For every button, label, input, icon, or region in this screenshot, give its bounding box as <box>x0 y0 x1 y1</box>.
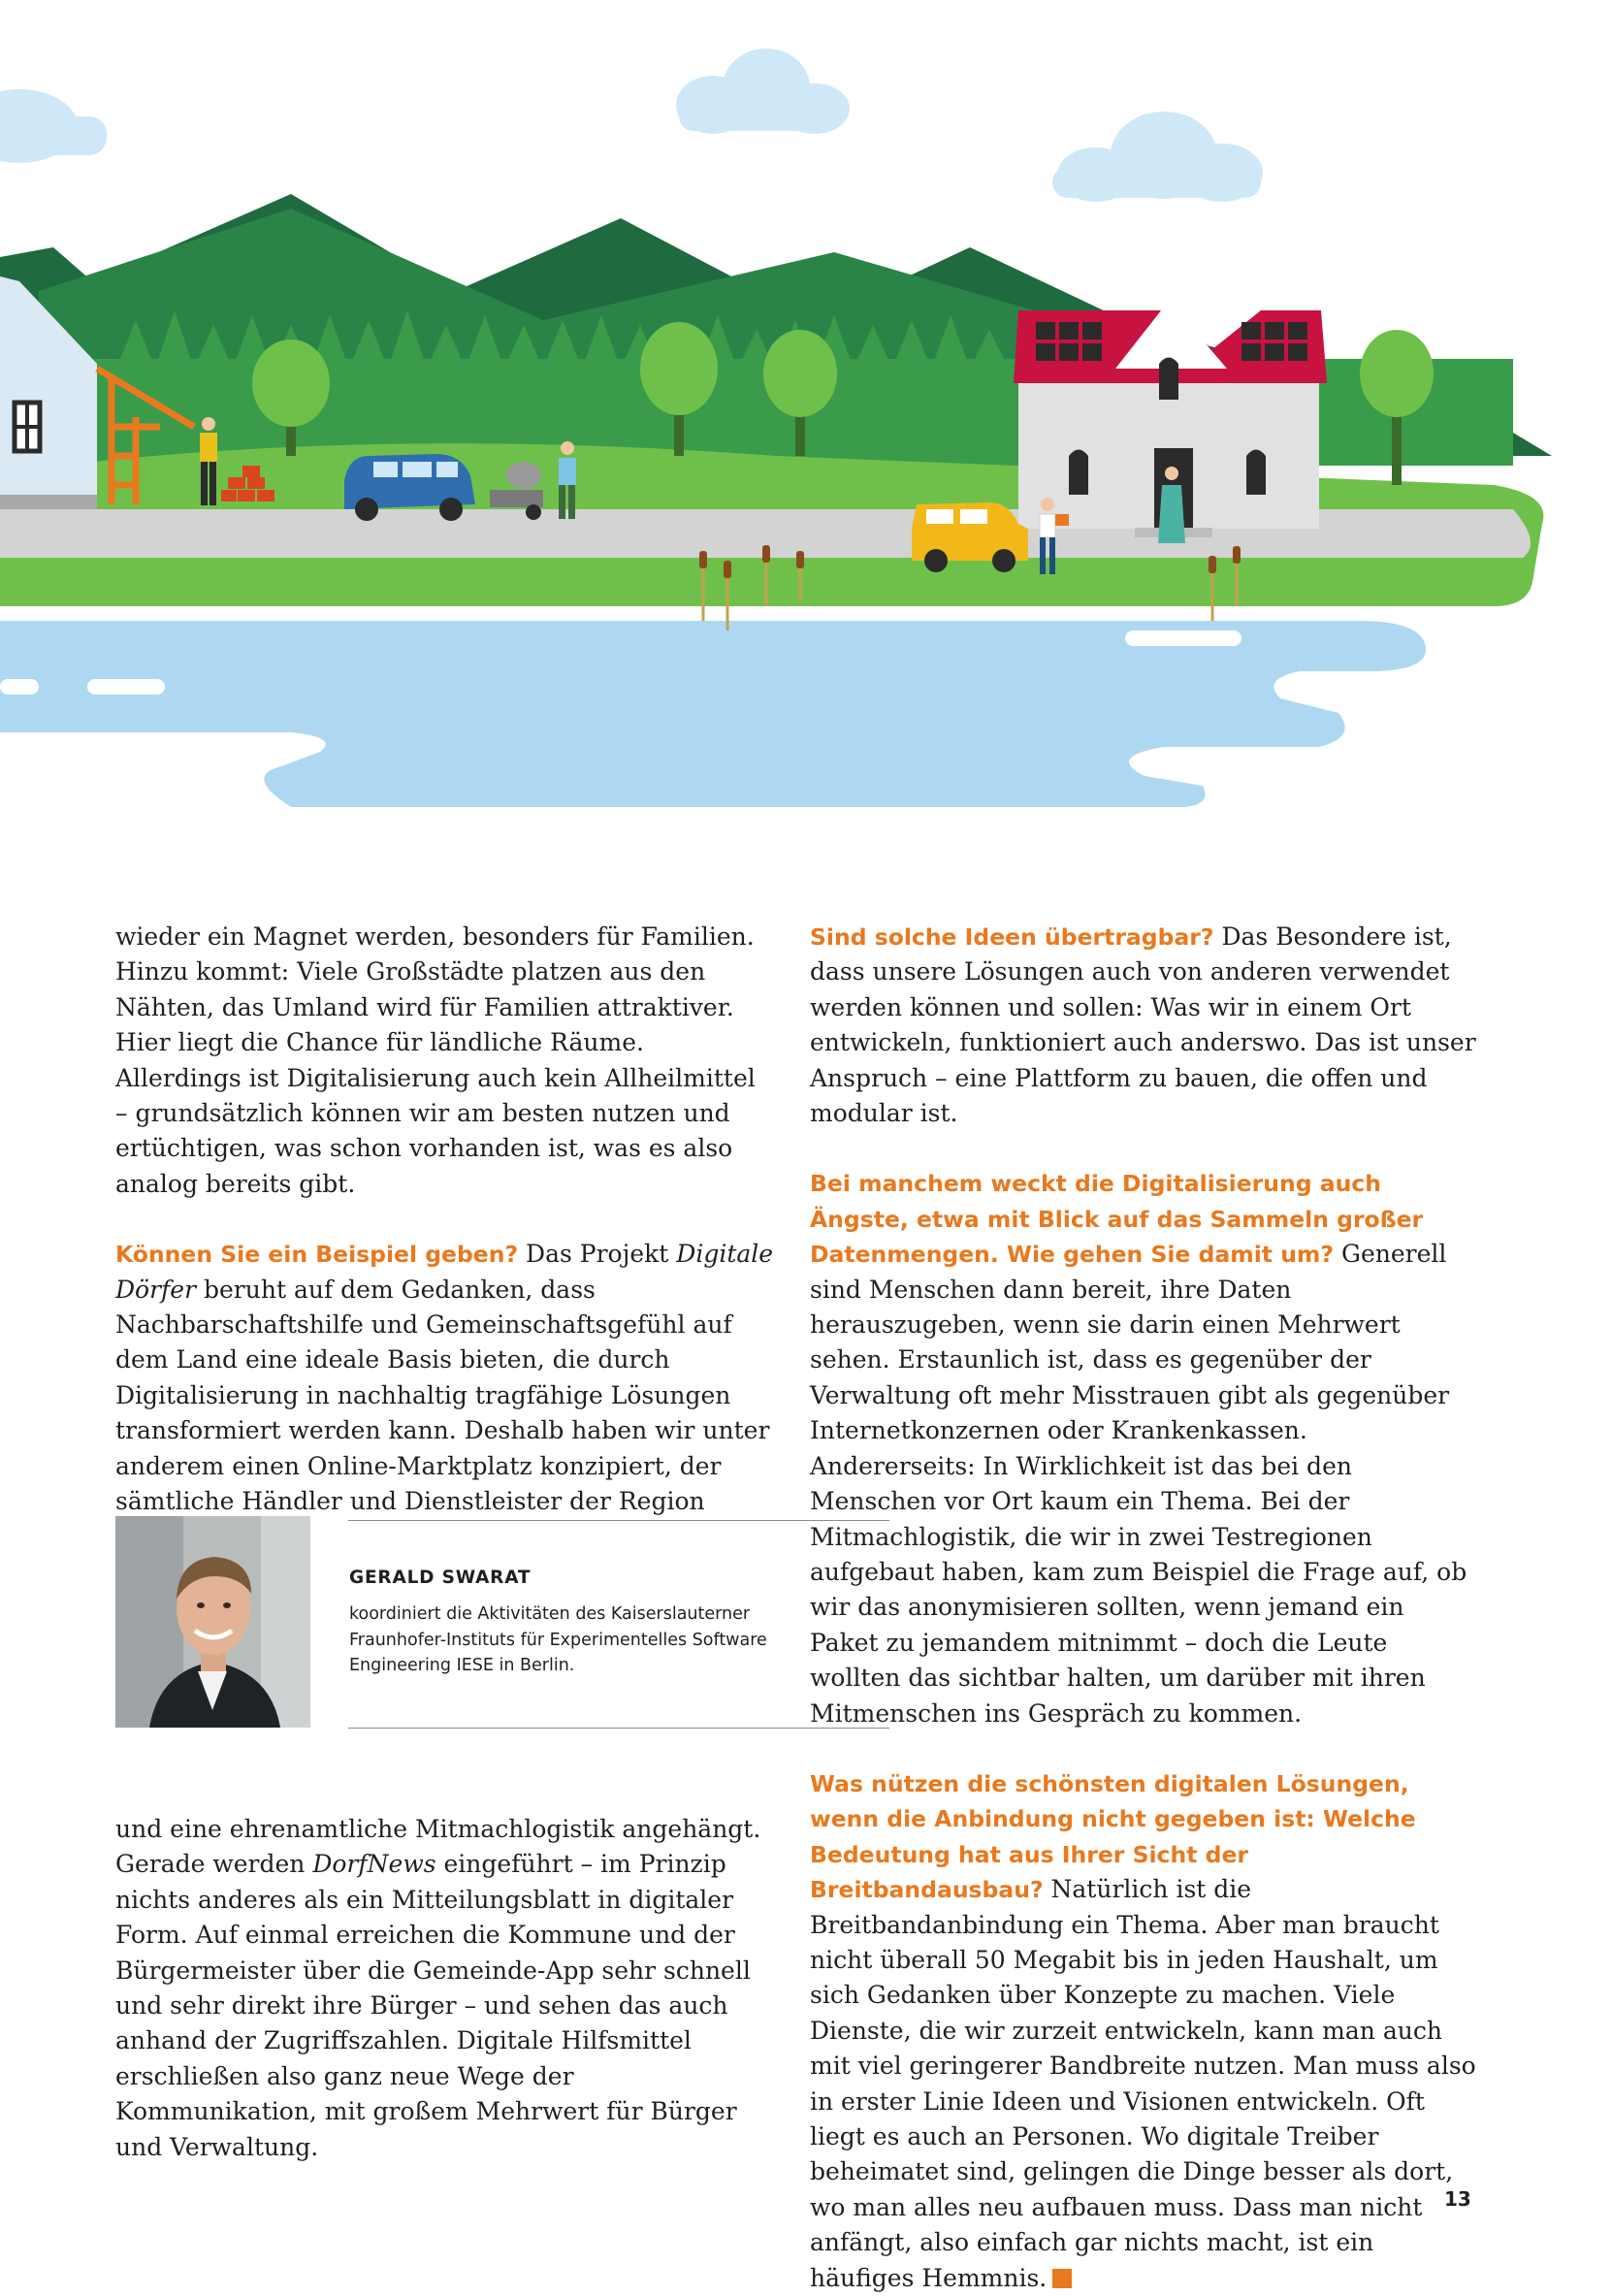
interview-question: Sind solche Ideen übertragbar? <box>810 923 1214 951</box>
answer-text: und eine ehrenamtliche Mitmachlogistik angehängt. Gerade werden <box>115 1815 761 1879</box>
article-column-left-bottom <box>115 1812 775 2165</box>
answer-text: Natürlich ist die Breitbandanbindung ein Thema. Aber man braucht nicht überall 50 Megabit bis in jeden Haushalt, um sich Gedanken über Konzepte zu machen. Viele Dienste, die wir zurzeit entwickeln, kann man auch mit viel geringerer Bandbreite nutzen. Man muss also in erster Linie Ideen und Visionen entwickeln. Oft liegt es auch an Personen. Wo digitale Treiber beheimatet sind, gelingen die Dinge besser als dort, wo man alles neu aufbauen muss. Dass man nicht anfängt, also einfach gar nichts macht, ist ein häufiges Hemmnis. <box>810 1875 1476 2292</box>
paragraph <box>810 920 1479 1131</box>
paragraph: wieder ein Magnet werden, besonders für Familien. Hinzu kommt: Viele Großstädte platzen aus den Nähten, das Umland wird für Familien attraktiver. Hier liegt die Chance für ländliche Räume. Allerdings ist Digitalisierung auch kein Allheilmittel – grundsätzlich können wir am besten nutzen und ertüchtigen, was schon vorhanden ist, was es also analog bereits gibt. <box>115 922 756 1198</box>
article-column-left-top <box>115 920 775 1555</box>
answer-text: Generell sind Menschen dann bereit, ihre Daten herauszugeben, wenn sie darin einen Mehrwert sehen. Erstaunlich ist, dass es gegenüber der Verwaltung oft mehr Misstrauen gibt als gegenüber Internetkonzernen oder Krankenkassen. Andererseits: In Wirklichkeit ist das bei den Menschen vor Ort kaum ein Thema. Bei der Mitmachlogistik, die wir in zwei Testregionen aufgebaut haben, kam zum Beispiel die Frage auf, ob wir das anonymisieren sollten, wenn jemand ein Paket zu jemandem mitnimmt – doch die Leute wollten das sichtbar halten, um darüber mit ihren Mitmenschen ins Gespräch zu kommen. <box>810 1240 1467 1728</box>
paragraph <box>115 1812 775 2165</box>
portrait-photo <box>115 1516 310 1728</box>
divider <box>348 1728 889 1729</box>
cloud-icon <box>1052 112 1263 202</box>
end-of-article-icon <box>1052 2269 1072 2288</box>
project-name: Digitale Dörfer <box>115 1240 774 1304</box>
paragraph <box>810 1766 1479 2296</box>
answer-text: Das Projekt <box>518 1240 677 1269</box>
author-description: koordiniert die Aktivitäten des Kaiserslauterner Fraunhofer-Instituts für Experimentelles Software Engineering IESE in Berlin. <box>349 1604 767 1675</box>
interview-question: Können Sie ein Beispiel geben? <box>115 1241 519 1269</box>
paragraph <box>810 1166 1479 1731</box>
author-name: GERALD SWARAT <box>349 1568 532 1588</box>
riverbank <box>0 558 1528 606</box>
page-number: 13 <box>1444 2187 1471 2211</box>
cloud-icon <box>0 89 107 163</box>
answer-text: Das Besondere ist, dass unsere Lösungen auch von anderen verwendet werden können und sollen: Was wir in einem Ort entwickeln, funktioniert auch anderswo. Das ist unser Anspruch – eine Plattform zu bauen, die offen und modular ist. <box>810 922 1476 1128</box>
interview-question: Was nützen die schönsten digitalen Lösungen, wenn die Anbindung nicht gegeben ist: Welche Bedeutung hat aus Ihrer Sicht der Breitbandausbau? <box>810 1769 1416 1904</box>
lake <box>0 621 1426 807</box>
cloud-icon <box>676 49 850 134</box>
answer-text: eingeführt – im Prinzip nichts anderes als ein Mitteilungsblatt in digitaler Form. Auf einmal erreichen die Kommune und der Bürgermeister über die Gemeinde-App sehr schnell und sehr direkt ihre Bürger – und sehen das auch anhand der Zugriffszahlen. Digitale Hilfsmittel erschließen also ganz neue Wege der Kommunikation, mit großem Mehrwert für Bürger und Verwaltung. <box>115 1850 751 2161</box>
interview-question: Bei manchem weckt die Digitalisierung auch Ängste, etwa mit Blick auf das Sammeln großer Datenmengen. Wie gehen Sie damit um? <box>810 1170 1424 1269</box>
divider <box>348 1520 889 1521</box>
article-column-right <box>810 920 1479 2296</box>
author-bio <box>115 1516 775 1731</box>
product-name: DorfNews <box>312 1850 436 1879</box>
village-illustration <box>0 0 1612 815</box>
paragraph <box>115 1237 775 1555</box>
answer-text: beruht auf dem Gedanken, dass Nachbarschaftshilfe und Gemeinschaftsgefühl auf dem Land eine ideale Basis bieten, die durch Digitalisierung in nachhaltig tragfähige Lösungen transformiert werden kann. Deshalb haben wir unter anderem einen Online-Marktplatz konzipiert, der sämtliche Händler und Dienstleister der Region <box>115 1275 770 1516</box>
